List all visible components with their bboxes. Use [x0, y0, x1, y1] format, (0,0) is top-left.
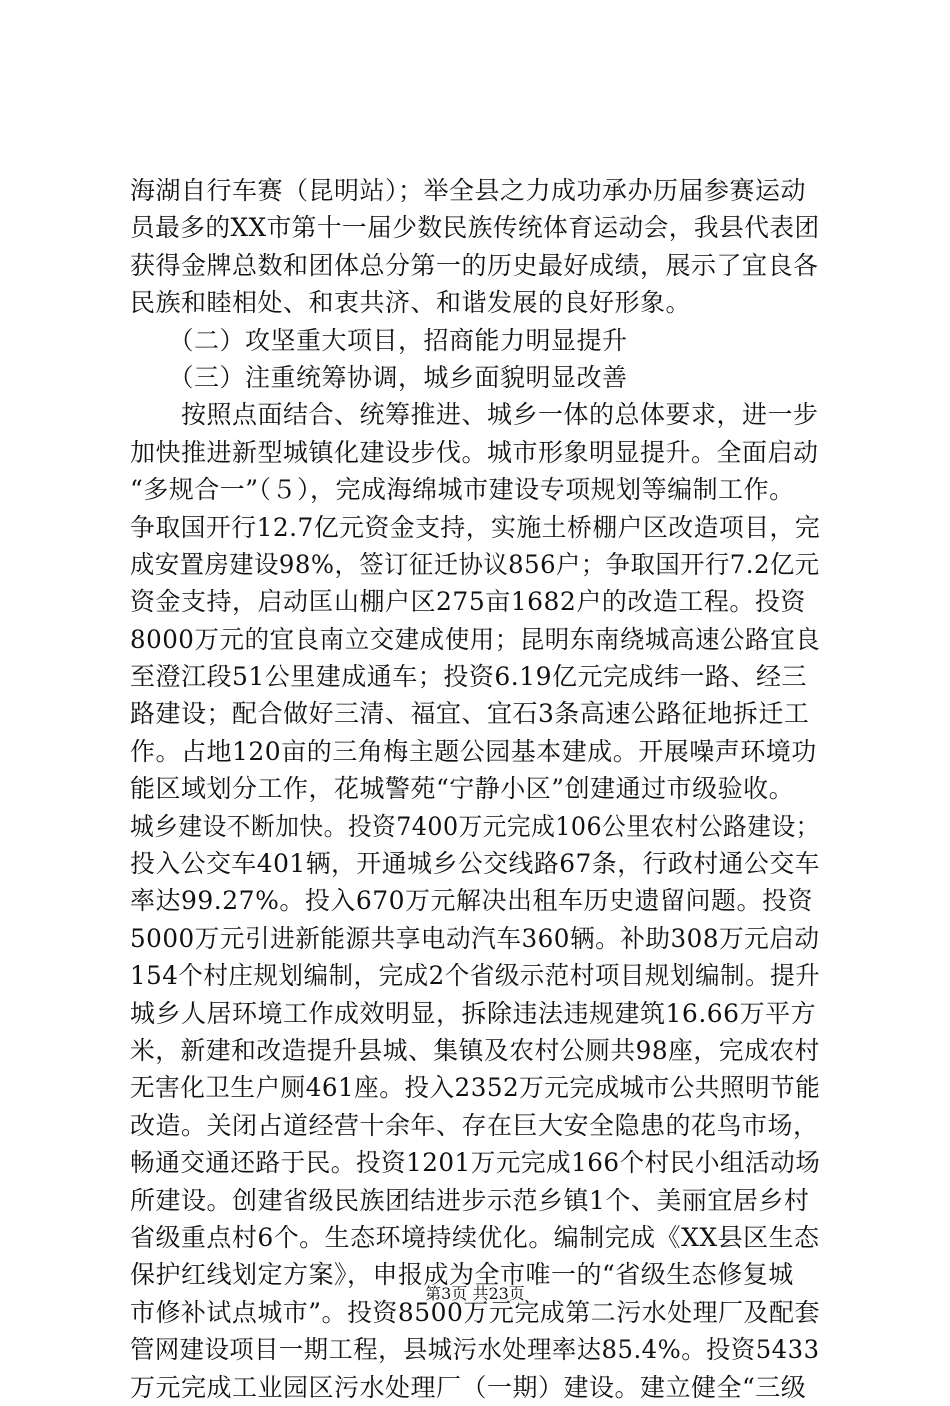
text-line: 员最多的XX市第十一届少数民族传统体育运动会，我县代表团	[130, 213, 820, 243]
text-line: 获得金牌总数和团体总分第一的历史最好成绩，展示了宜良各	[130, 250, 819, 280]
text-line: （二）攻坚重大项目，招商能力明显提升	[130, 325, 628, 355]
text-line: 争取国开行12.7亿元资金支持，实施土桥棚户区改造项目，完	[130, 512, 821, 542]
text-line: 8000万元的宜良南立交建成使用；昆明东南绕城高速公路宜良	[130, 624, 821, 654]
text-line: 万元完成工业园区污水处理厂（一期）建设。建立健全“三级	[130, 1372, 807, 1402]
text-line: 民族和睦相处、和衷共济、和谐发展的良好形象。	[130, 288, 692, 318]
text-line: 作。占地120亩的三角梅主题公园基本建成。开展噪声环境功	[130, 736, 817, 766]
text-line: 5000万元引进新能源共享电动汽车360辆。补助308万元启动	[130, 923, 820, 953]
text-line: 154个村庄规划编制，完成2个省级示范村项目规划编制。提升	[130, 961, 821, 991]
text-line: 城乡人居环境工作成效明显，拆除违法违规建筑16.66万平方	[130, 998, 817, 1028]
text-line: 省级重点村6个。生态环境持续优化。编制完成《XX县区生态	[130, 1222, 820, 1252]
text-line: 保护红线划定方案》，申报成为全市唯一的“省级生态修复城	[130, 1260, 794, 1290]
text-line: 海湖自行车赛（昆明站）；举全县之力成功承办历届参赛运动	[130, 176, 807, 205]
text-line: 所建设。创建省级民族团结进步示范乡镇1个、美丽宜居乡村	[130, 1185, 810, 1215]
text-line: 路建设；配合做好三清、福宜、宜石3条高速公路征地拆迁工	[130, 699, 810, 729]
text-line: 投入公交车401辆，开通城乡公交线路67条，行政村通公交车	[130, 849, 821, 879]
text-line: （三）注重统筹协调，城乡面貌明显改善	[130, 362, 628, 392]
text-line: 城乡建设不断加快。投资7400万元完成106公里农村公路建设；	[130, 811, 820, 841]
text-line: 改造。关闭占道经营十余年、存在巨大安全隐患的花鸟市场，	[130, 1110, 819, 1140]
text-line: 市修补试点城市”。投资8500万元完成第二污水处理厂及配套	[130, 1297, 820, 1327]
text-line: 米，新建和改造提升县城、集镇及农村公厕共98座，完成农村	[130, 1035, 820, 1065]
text-line: 成安置房建设98%，签订征迁协议856户；争取国开行7.2亿元	[130, 549, 820, 579]
text-line: 率达99.27%。投入670万元解决出租车历史遗留问题。投资	[130, 886, 814, 916]
text-line: 按照点面结合、统筹推进、城乡一体的总体要求，进一步	[130, 400, 819, 430]
text-line: 畅通交通还路于民。投资1201万元完成166个村民小组活动场	[130, 1148, 821, 1178]
text-line: 加快推进新型城镇化建设步伐。城市形象明显提升。全面启动	[130, 437, 819, 467]
page-number: 第3页 共23页	[425, 1284, 525, 1303]
text-line: 管网建设项目一期工程，县城污水处理率达85.4%。投资5433	[130, 1335, 820, 1365]
body-text	[130, 172, 820, 1406]
text-line: 至澄江段51公里建成通车；投资6.19亿元完成纬一路、经三	[130, 662, 807, 692]
text-line: “多规合一”（５），完成海绵城市建设专项规划等编制工作。	[130, 475, 795, 505]
text-line: 无害化卫生户厕461座。投入2352万元完成城市公共照明节能	[130, 1073, 821, 1103]
text-line: 能区域划分工作，花城警苑“宁静小区”创建通过市级验收。	[130, 774, 795, 804]
text-line: 资金支持，启动匡山棚户区275亩1682户的改造工程。投资	[130, 587, 806, 617]
